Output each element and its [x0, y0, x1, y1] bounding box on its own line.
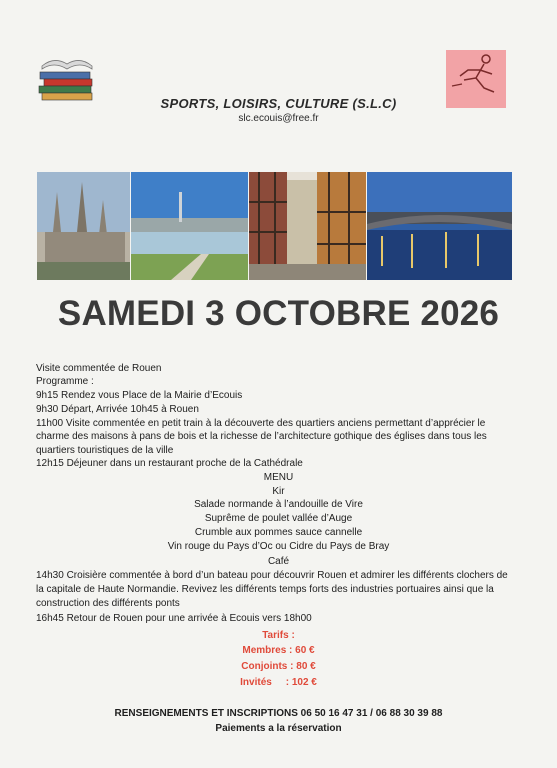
menu-heading: MENU — [263, 472, 294, 483]
schedule-line: 12h15 Déjeuner dans un restaurant proche de la Cathédrale — [36, 458, 303, 469]
cathedral-photo — [37, 172, 130, 280]
programme-label: Programme : — [36, 376, 94, 387]
contact-email: slc.ecouis@free.fr — [238, 113, 319, 124]
menu-item: Vin rouge du Pays d’Oc ou Cidre du Pays de Bray — [167, 541, 390, 552]
tarifs-heading: Tarifs : — [262, 630, 295, 641]
afternoon-line: 14h30 Croisière commentée à bord d’un bateau pour découvrir Rouen et admirer les différents clochers de — [36, 570, 508, 581]
tarif-members: Membres : 60 € — [242, 645, 315, 656]
afternoon-line: la capitale de Haute Normandie. Revivez les différents temps forts des industries portuaires ainsi que la — [36, 584, 494, 595]
contact-info: RENSEIGNEMENTS ET INSCRIPTIONS 06 50 16 47 31 / 06 88 30 39 88 — [114, 708, 443, 719]
visit-subtitle: Visite commentée de Rouen — [36, 363, 162, 374]
schedule-line: 9h15 Rendez vous Place de la Mairie d’Ecouis — [36, 390, 243, 401]
tarif-guests: Invités : 102 € — [240, 677, 317, 688]
menu-coffee: Café — [267, 556, 290, 567]
riverside-park-photo — [131, 172, 248, 280]
schedule-line: 11h00 Visite commentée en petit train à la découverte des quartiers anciens permettant d’apprécier le — [36, 418, 486, 429]
menu-item: Salade normande à l’andouille de Vire — [194, 499, 363, 510]
schedule-line: 9h30 Départ, Arrivée 10h45 à Rouen — [36, 404, 199, 415]
tarif-spouses: Conjoints : 80 € — [241, 661, 316, 672]
payment-note: Paiements a la réservation — [215, 723, 342, 734]
afternoon-line: construction des différents ponts — [36, 598, 180, 609]
afternoon-line: 16h45 Retour de Rouen pour une arrivée à Ecouis vers 18h00 — [36, 613, 312, 624]
menu-item: Crumble aux pommes sauce cannelle — [194, 527, 363, 538]
organization-name: SPORTS, LOISIRS, CULTURE (S.L.C) — [160, 96, 397, 111]
bridge-night-photo — [367, 172, 512, 280]
half-timbered-houses-photo — [249, 172, 366, 280]
schedule-line: charme des maisons à pans de bois et la richesse de l’architecture gothique des églises dans tous les — [36, 431, 487, 442]
event-date-title: SAMEDI 3 OCTOBRE 2026 — [57, 294, 500, 333]
schedule-line: quartiers touristiques de la ville — [36, 445, 174, 456]
menu-item: Suprême de poulet vallée d’Auge — [204, 513, 353, 524]
menu-item: Kir — [272, 486, 285, 497]
